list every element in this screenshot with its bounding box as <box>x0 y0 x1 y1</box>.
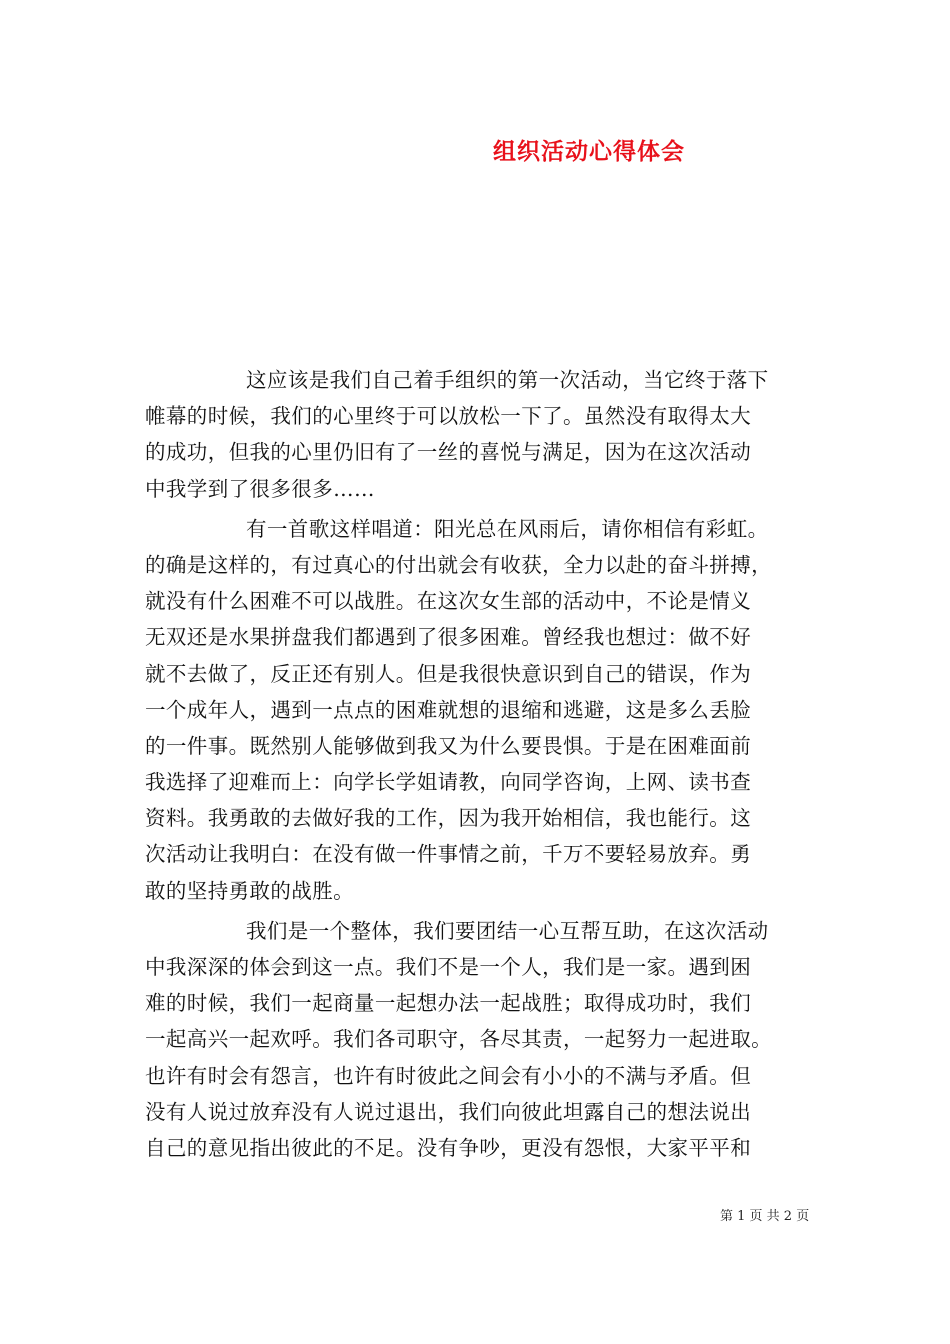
text-line: 我们是一个整体，我们要团结一心互帮互助，在这次活动 <box>246 918 769 943</box>
text-line: 敢的坚持勇敢的战胜。 <box>145 878 354 903</box>
text-line: 中我深深的体会到这一点。我们不是一个人，我们是一家。遇到困 <box>145 955 752 979</box>
text-line: 次活动让我明白：在没有做一件事情之前，千万不要轻易放弃。勇 <box>145 842 752 867</box>
text-line: 无双还是水果拼盘我们都遇到了很多困难。曾经我也想过：做不好 <box>145 625 752 650</box>
paragraph <box>145 511 809 909</box>
text-line: 帷幕的时候，我们的心里终于可以放松一下了。虽然没有取得太大 <box>145 404 752 429</box>
document-title: 组织活动心得体会 <box>493 139 685 165</box>
text-line: 的成功，但我的心里仍旧有了一丝的喜悦与满足，因为在这次活动 <box>145 440 752 465</box>
text-line: 自己的意见指出彼此的不足。没有争吵，更没有怨恨，大家平平和 <box>145 1135 752 1160</box>
text-line: 我选择了迎难而上：向学长学姐请教，向同学咨询，上网、读书查 <box>145 770 752 795</box>
text-line: 资料。我勇敢的去做好我的工作，因为我开始相信，我也能行。这 <box>145 806 752 831</box>
text-line: 难的时候，我们一起商量一起想办法一起战胜；取得成功时，我们 <box>145 991 752 1016</box>
text-line: 有一首歌这样唱道：阳光总在风雨后，请你相信有彩虹。 <box>246 516 769 541</box>
paragraph <box>145 362 809 507</box>
text-line: 的一件事。既然别人能够做到我又为什么要畏惧。于是在困难面前 <box>145 733 752 758</box>
text-line: 中我学到了很多很多…… <box>145 476 375 501</box>
paragraph <box>145 913 809 1166</box>
page-number-footer: 第 1 页 共 2 页 <box>720 1209 810 1224</box>
text-line: 这应该是我们自己着手组织的第一次活动，当它终于落下 <box>246 368 769 392</box>
text-line: 也许有时会有怨言，也许有时彼此之间会有小小的不满与矛盾。但 <box>145 1063 752 1088</box>
text-line: 一个成年人，遇到一点点的困难就想的退缩和逃避，这是多么丢脸 <box>145 697 752 722</box>
document-body <box>145 362 809 1166</box>
text-line: 没有人说过放弃没有人说过退出，我们向彼此坦露自己的想法说出 <box>145 1099 752 1124</box>
text-line: 就不去做了，反正还有别人。但是我很快意识到自己的错误，作为 <box>145 661 752 686</box>
text-line: 就没有什么困难不可以战胜。在这次女生部的活动中，不论是情义 <box>145 589 752 614</box>
text-line: 一起高兴一起欢呼。我们各司职守，各尽其责，一起努力一起进取。 <box>145 1027 772 1052</box>
text-line: 的确是这样的，有过真心的付出就会有收获，全力以赴的奋斗拼搏， <box>145 552 772 577</box>
